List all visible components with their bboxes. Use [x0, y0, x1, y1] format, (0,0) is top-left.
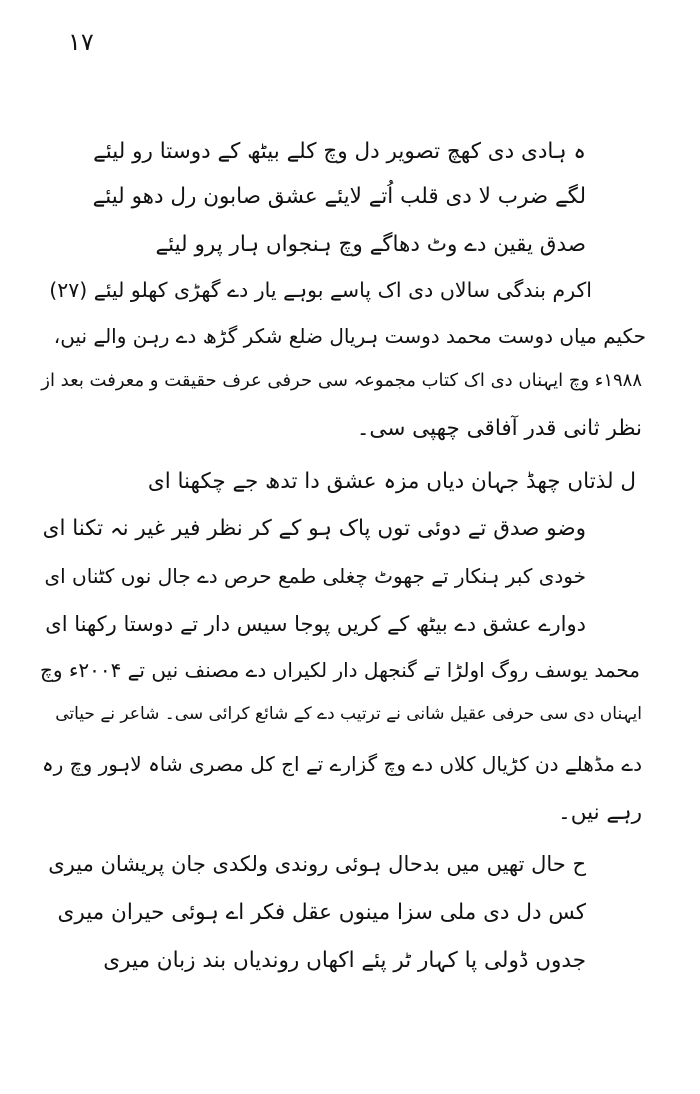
verse-line: ہ ہادی دی کھچ تصویر دل وچ کلے بیٹھ کے دوستا رو لیئے [93, 139, 586, 164]
verse-line: کس دل دی ملی سزا مینوں عقل فکر اے ہوئی حیران میری [57, 900, 586, 925]
verse-line: خودی کبر ہنکار تے جھوٹ چغلی طمع حرص دے جال نوں کٹناں ای [44, 564, 586, 588]
prose-line: محمد یوسف روگ اولڑا تے گنجھل دار لکیراں دے مصنف نیں تے ۲۰۰۴ء وچ [40, 658, 640, 682]
prose-line: ایہناں دی سی حرفی عقیل شانی نے ترتیب دے کے شائع کرائی سی۔ شاعر نے حیاتی [55, 704, 642, 724]
prose-line: رہے نیں۔ [558, 800, 642, 825]
prose-line: حکیم میاں دوست محمد دوست ہریال ضلع شکر گڑھ دے رہن والے نیں، [53, 324, 646, 348]
verse-line: دوارے عشق دے بیٹھ کے کریں پوجا سیس دار تے دوستا رکھنا ای [45, 612, 586, 636]
verse-line: وضو صدق تے دوئی توں پاک ہو کے کر نظر فیر غیر نہ تکنا ای [42, 516, 586, 541]
verse-line: ل لذتاں چھڈ جہان دیاں مزہ عشق دا تدھ جے چکھنا ای [147, 469, 636, 494]
verse-line: اکرم بندگی سالاں دی اک پاسے بوہے یار دے گھڑی کھلو لیئے (۲۷) [49, 278, 592, 302]
prose-line: ۱۹۸۸ء وچ ایہناں دی اک کتاب مجموعہ سی حرفی عرف حقیقت و معرفت بعد از [41, 370, 642, 391]
verse-line: جدوں ڈولی پا کہار ٹر پئے اکھاں روندیاں بند زبان میری [103, 948, 586, 973]
verse-line: صدق یقین دے وٹ دھاگے وچ ہنجواں ہار پرو لیئے [155, 232, 586, 257]
prose-line: نظر ثانی قدر آفاقی چھپی سی۔ [356, 416, 642, 441]
page-number: ۱۷ [68, 28, 94, 56]
verse-line: لگے ضرب لا دی قلب اُتے لایئے عشق صابون رل دھو لیئے [92, 184, 586, 209]
verse-line: ح حال تھیں میں بدحال ہوئی روندی ولکدی جان پریشان میری [48, 852, 586, 876]
prose-line: دے مڈھلے دن کڑیال کلاں دے وچ گزارے تے اج کل مصری شاہ لاہور وچ رہ [41, 752, 642, 776]
